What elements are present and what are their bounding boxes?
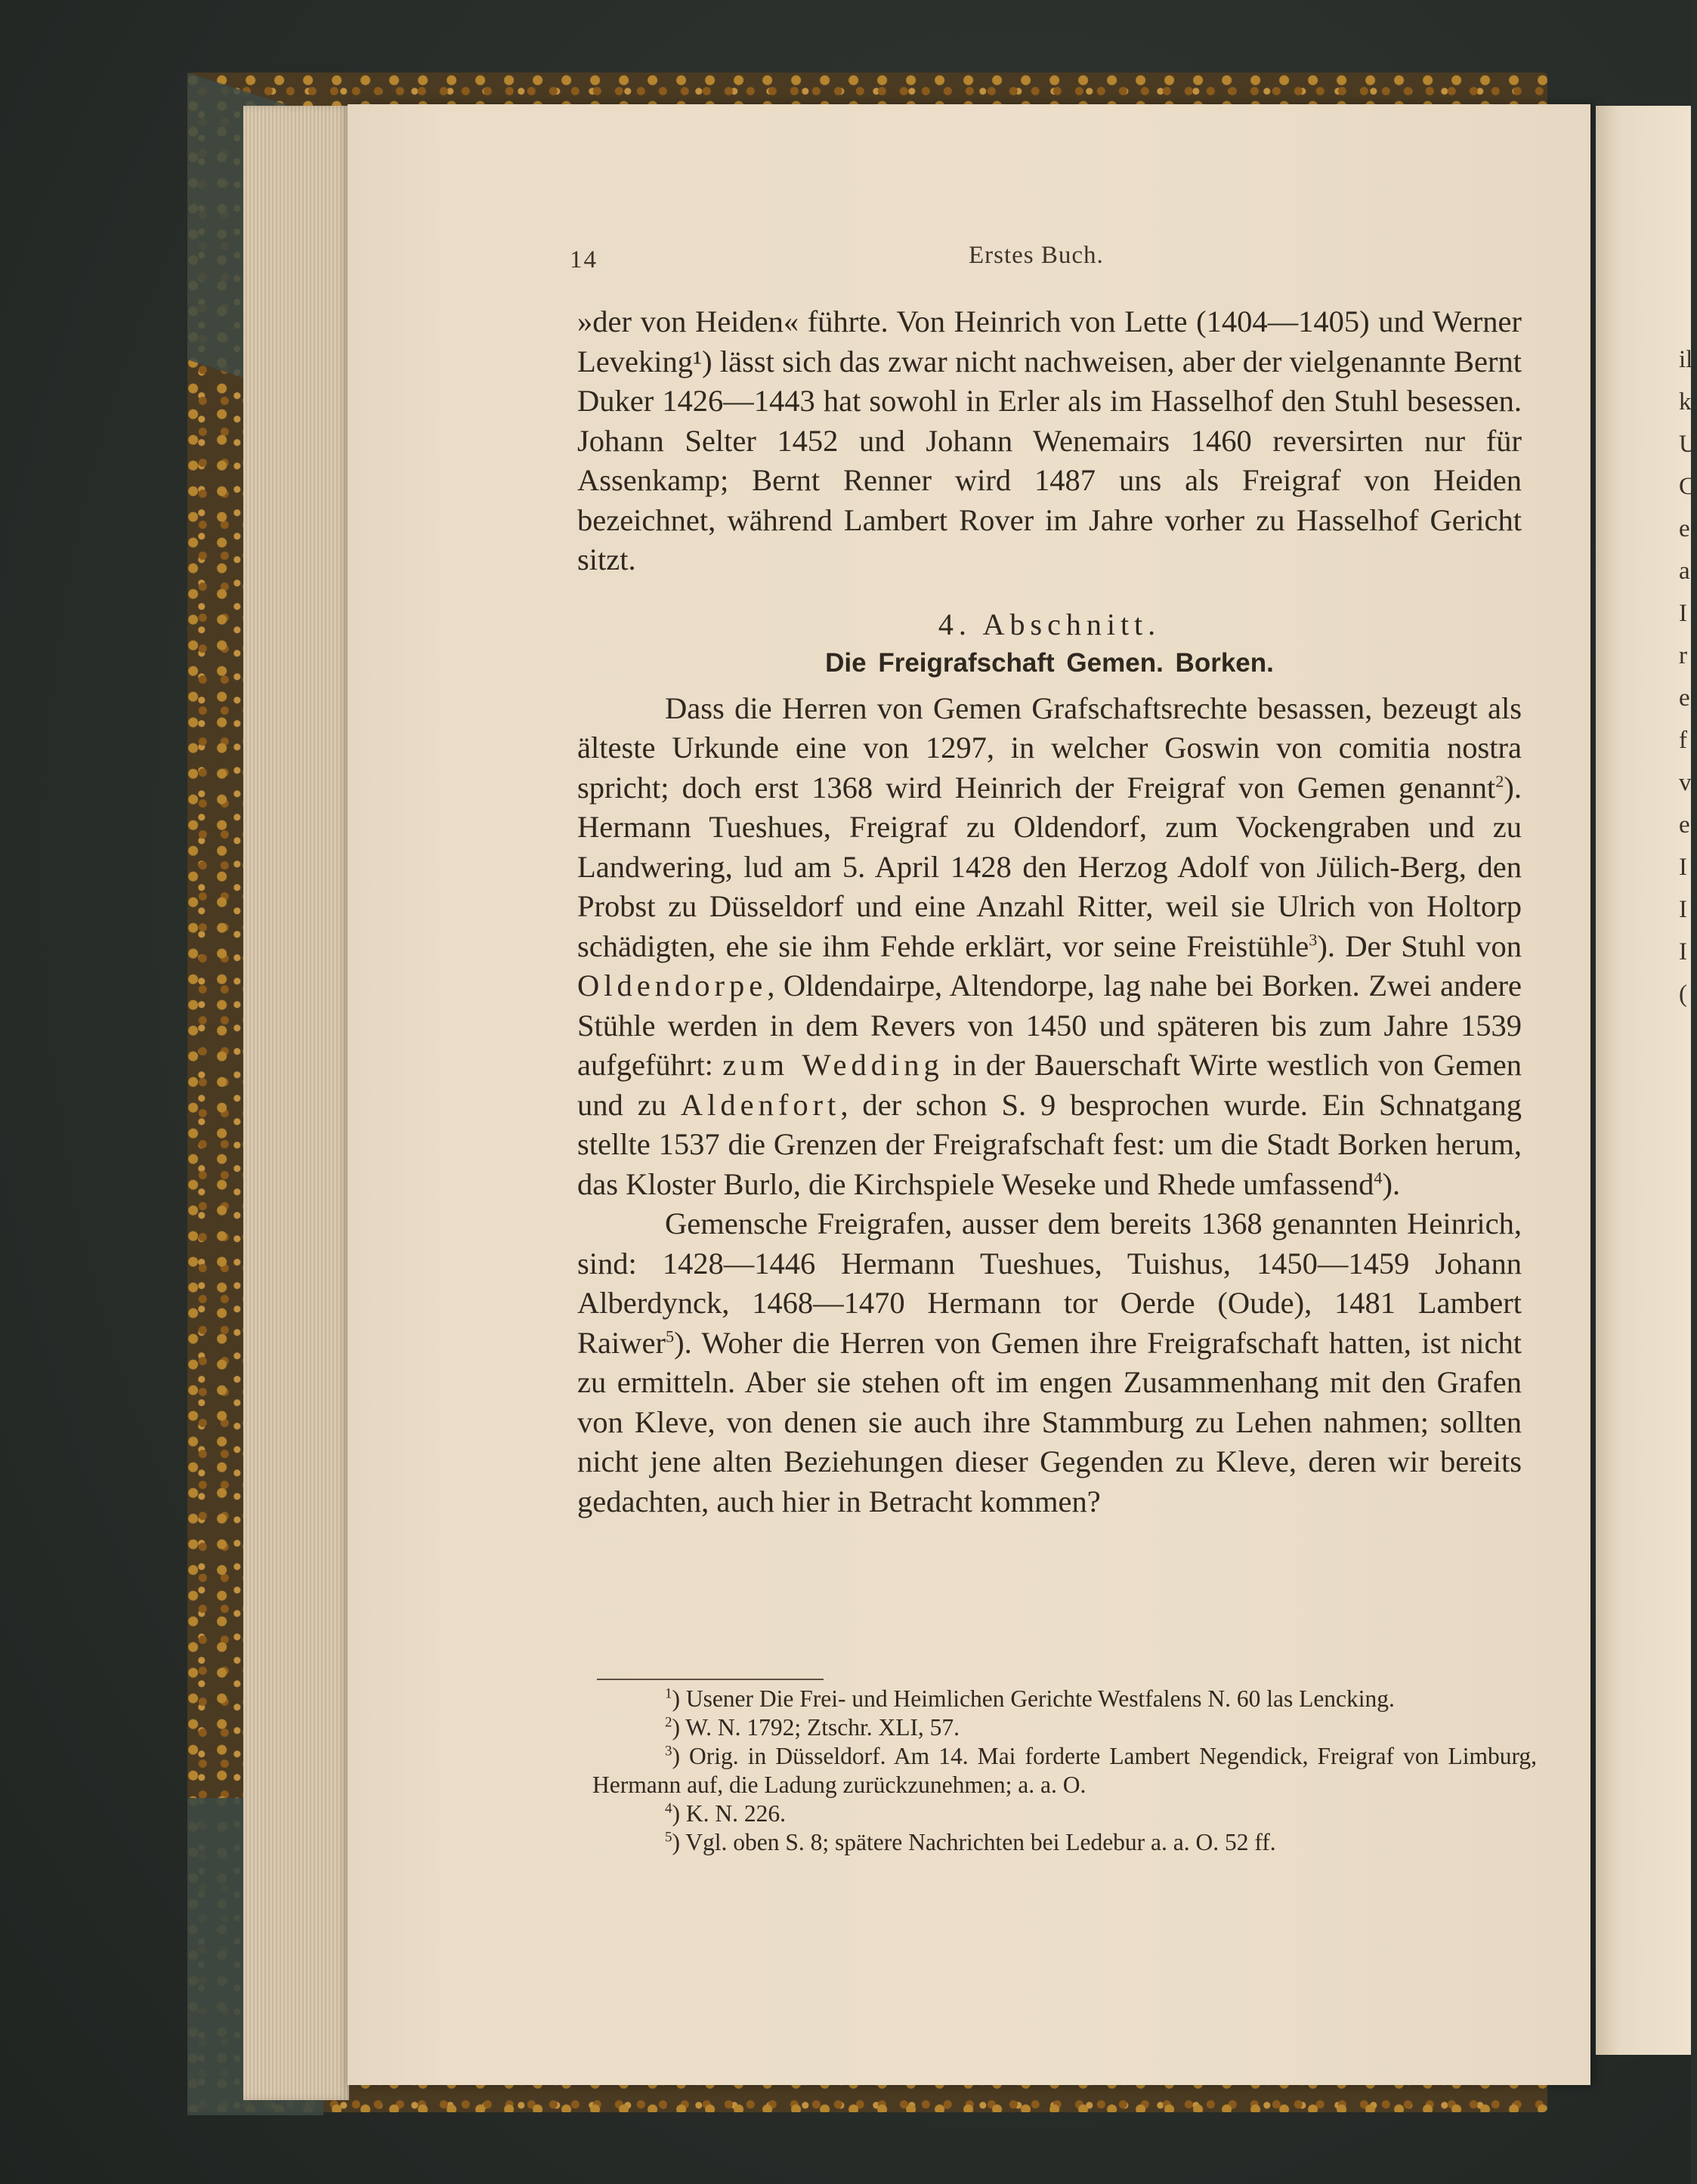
page-edges [243, 106, 349, 2100]
facing-fragment: a [1679, 558, 1690, 585]
facing-fragment: I [1679, 600, 1687, 627]
facing-page [1596, 106, 1691, 2055]
paragraph-intro: »der von Heiden« führte. Von Heinrich von Lette (1404—1405) und Werner Leveking¹) lässt sich das zwar nicht nachweisen, aber der vielgenannte Bernt Duker 1426—1443 hat sowohl in Erler als im Hasselhof den Stuhl besessen. Johann Selter 1452 und Johann Wenemairs 1460 reversirten nur für Assenkamp; Bernt Renner wird 1487 uns als Freigraf von Heiden bezeichnet, während Lambert Rover im Jahre vorher zu Hasselhof Gericht sitzt. [577, 304, 1522, 576]
text-run: ). Der Stuhl von [1317, 928, 1522, 963]
text-run: Dass die Herren von Gemen Grafschaftsrechte besassen, bezeugt als älteste Urkunde eine von 1297, in welcher Goswin von comitia nostra spricht; doch erst 1368 wird Heinrich der Freigraf von Gemen genannt [577, 690, 1522, 805]
facing-fragment: e [1679, 515, 1690, 542]
text-run: in der Bauerschaft Wirte westlich von Gemen und zu [577, 1048, 1522, 1122]
footnote-text: ) Usener Die Frei- und Heimlichen Gerichte Westfalens N. 60 las Lencking. [672, 1685, 1395, 1712]
page-number: 14 [570, 246, 598, 273]
facing-fragment: e [1679, 811, 1690, 839]
facing-fragment: e [1679, 684, 1690, 712]
facing-fragment: r [1679, 642, 1687, 669]
footnote-mark: 3 [665, 1743, 672, 1759]
footnote-text: ) Orig. in Düsseldorf. Am 14. Mai forderte Lambert Negendick, Freigraf von Limburg, Hermann auf, die Ladung zurückzunehmen; a. a. O. [592, 1743, 1537, 1798]
footnotes [592, 1685, 1537, 1857]
footnote-ref: 3 [1309, 930, 1318, 949]
facing-fragment: v [1679, 769, 1692, 796]
place-name: zum Wedding [722, 1048, 944, 1082]
footnote-text: ) Vgl. oben S. 8; spätere Nachrichten bei Ledebur a. a. O. 52 ff. [672, 1829, 1276, 1855]
footnote-mark: 1 [665, 1685, 672, 1702]
running-title: Erstes Buch. [969, 242, 1104, 269]
text-run: ). Woher die Herren von Gemen ihre Freigrafschaft hatten, ist nicht zu ermitteln. Aber sie stehen oft im engen Zusammenhang mit den Grafen von Kleve, von denen sie auch ihre Stammburg zu Lehen nahmen; sollten nicht jene alten Beziehungen dieser Gegenden zu Kleve, deren wir bereits gedachten, auch hier in Betracht kommen? [577, 1325, 1522, 1518]
footnote-ref: 2 [1495, 771, 1504, 790]
facing-fragment: C [1679, 473, 1696, 500]
place-name: Aldenfort [680, 1087, 841, 1122]
footnote-ref: 5 [665, 1327, 675, 1345]
footnote [592, 1713, 1537, 1742]
paragraph-freigrafen [577, 1204, 1522, 1521]
footnote-divider [597, 1679, 824, 1680]
text-run: ). [1382, 1166, 1401, 1201]
text-run: Gemensche Freigrafen, ausser dem bereits 1368 genannten Heinrich, sind: 1428—1446 Hermann Tueshues, Tuishus, 1450—1459 Johann Alberdynck, 1468—1470 Hermann tor Oerde (Oude), 1481 Lambert Raiwer [577, 1206, 1522, 1360]
facing-fragment: I [1679, 896, 1687, 923]
footnote [592, 1828, 1537, 1857]
footnote [592, 1742, 1537, 1799]
facing-fragment: I [1679, 938, 1687, 965]
section-number: 4. Abschnitt. [938, 607, 1161, 641]
footnote-text: ) K. N. 226. [672, 1800, 786, 1827]
paragraph-gemen [577, 689, 1522, 1205]
page-header [570, 242, 1529, 280]
facing-fragment: I [1679, 854, 1687, 881]
facing-fragment: ( [1679, 981, 1687, 1008]
footnote [592, 1799, 1537, 1828]
footnote-mark: 5 [665, 1829, 672, 1846]
footnote-mark: 2 [665, 1714, 672, 1731]
text-run: , der schon S. 9 besprochen wurde. Ein Schnatgang stellte 1537 die Grenzen der Freigrafschaft fest: um die Stadt Borken herum, das Kloster Burlo, die Kirchspiele Weseke und Rhede umfassend [577, 1087, 1522, 1201]
section-title: Die Freigrafschaft Gemen. Borken. [825, 647, 1274, 678]
footnote [592, 1685, 1537, 1713]
text-run: ). Hermann Tueshues, Freigraf zu Oldendorf, zum Vockengraben und zu Landwering, lud am 5. April 1428 den Herzog Adolf von Jülich-Berg, den Probst zu Düsseldorf und eine Anzahl Ritter, weil sie Ulrich von Holtorp schädigten, ehe sie ihm Fehde erklärt, vor seine Freistühle [577, 770, 1522, 963]
text-run: , Oldendairpe, Altendorpe, lag nahe bei Borken. Zwei andere Stühle werden in dem Revers von 1450 und späteren bis zum Jahre 1539 aufgeführt: [577, 968, 1522, 1082]
facing-fragment: k [1679, 388, 1692, 415]
facing-fragment: f [1679, 727, 1687, 754]
footnote-text: ) W. N. 1792; Ztschr. XLI, 57. [672, 1714, 960, 1741]
footnote-mark: 4 [665, 1800, 672, 1817]
body-text [577, 302, 1522, 1521]
facing-fragment: il [1679, 346, 1693, 373]
place-name: Oldendorpe [577, 968, 768, 1002]
facing-fragment: U [1679, 431, 1697, 458]
footnote-ref: 4 [1374, 1168, 1383, 1187]
facing-page-text [1679, 338, 1697, 1015]
